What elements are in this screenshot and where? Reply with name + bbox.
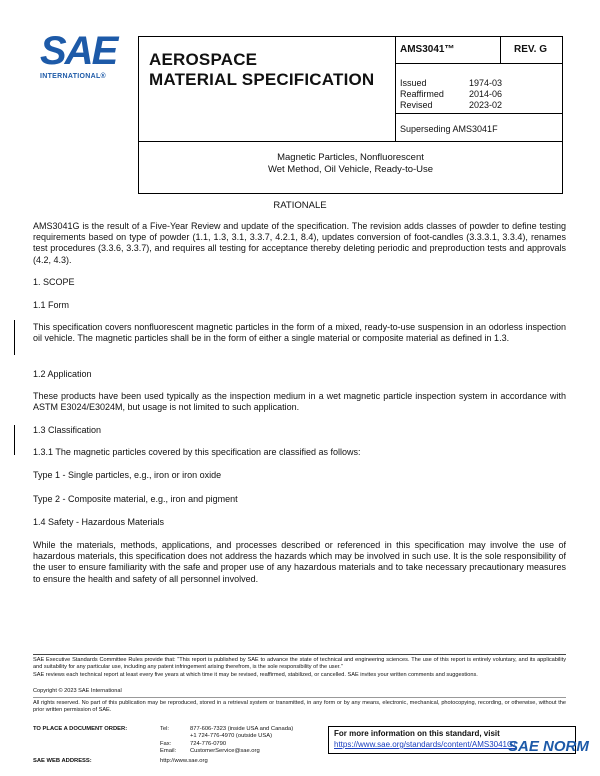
tel-inside: 877-606-7323 (inside USA and Canada) bbox=[190, 726, 294, 732]
header-title-line2: MATERIAL SPECIFICATION bbox=[149, 70, 375, 89]
doc-title-line2: Wet Method, Oil Vehicle, Ready-to-Use bbox=[267, 164, 434, 175]
section-heading-scope: 1. SCOPE bbox=[33, 277, 75, 287]
application-text: These products have been used typically as the inspection medium in a wet magnetic particle inspection system in accordance with ASTM E3024/E3024M, but usage is not limited to such application. bbox=[33, 391, 566, 413]
date-value-issued: 1974-03 bbox=[469, 78, 503, 88]
email-link[interactable]: CustomerService@sae.org bbox=[190, 748, 260, 754]
date-value-reaffirmed: 2014-06 bbox=[469, 89, 503, 99]
section-heading-application: 1.2 Application bbox=[33, 369, 92, 379]
type1-text: Type 1 - Single particles, e.g., iron or iron oxide bbox=[33, 470, 222, 480]
header-divider bbox=[395, 36, 396, 141]
change-bar bbox=[14, 425, 15, 455]
sae-norm-watermark: SAE NORM bbox=[508, 738, 589, 755]
footer-rules: SAE Executive Standards Committee Rules provide that: “This report is published by SAE to advance the state of technical and engineering sciences. The use of this report is entirely voluntary, and its applicability and suitability for any particular use, including any patent infringement arising therefrom, is the sole responsibility of the user.” bbox=[33, 657, 566, 670]
footer-rights: All rights reserved. No part of this publication may be reproduced, stored in a retrieval system or transmitted, in any form or by any means, electronic, mechanical, photocopying, recording, or otherwise, without the prior written permission of SAE. bbox=[33, 700, 566, 713]
date-value-revised: 2023-02 bbox=[469, 100, 503, 110]
header-divider bbox=[500, 36, 501, 63]
footer-review: SAE reviews each technical report at least every five years at which time it may be revised, reaffirmed, stabilized, or cancelled. SAE invites your written comments and suggestions. bbox=[33, 672, 478, 678]
rationale-heading: RATIONALE bbox=[273, 200, 327, 211]
header-title-line1: AEROSPACE bbox=[149, 50, 258, 69]
header-divider bbox=[138, 141, 563, 142]
superseding: Superseding AMS3041F bbox=[400, 124, 498, 134]
section-heading-classification: 1.3 Classification bbox=[33, 425, 102, 435]
more-info-link[interactable]: https://www.sae.org/standards/content/AMS3041G/ bbox=[334, 740, 516, 749]
header-divider bbox=[395, 63, 563, 64]
order-label: TO PLACE A DOCUMENT ORDER: bbox=[33, 726, 128, 732]
sae-logo: SAE bbox=[40, 29, 117, 73]
safety-text: While the materials, methods, applications, and processes described or referenced in this specification may involve the use of hazardous materials, this specification does not address the hazards which may be involved in such use. It is the sole responsibility of the user to ensure familiarity with the safe and proper use of any hazardous materials and to take necessary precautionary measures to ensure the health and safety of all personnel involved. bbox=[33, 540, 566, 584]
fax-number: 724-776-0790 bbox=[190, 741, 227, 747]
web-label: SAE WEB ADDRESS: bbox=[33, 758, 92, 764]
classification-text: 1.3.1 The magnetic particles covered by this specification are classified as follows: bbox=[33, 447, 361, 457]
footer-divider bbox=[33, 697, 566, 698]
date-label-reaffirmed: Reaffirmed bbox=[400, 89, 444, 99]
tel-label: Tel: bbox=[160, 726, 170, 732]
footer-divider bbox=[33, 654, 566, 655]
more-info-text: For more information on this standard, visit bbox=[334, 729, 500, 738]
date-label-revised: Revised bbox=[400, 100, 433, 110]
revision: REV. G bbox=[514, 44, 547, 55]
tel-outside: +1 724-776-4970 (outside USA) bbox=[190, 733, 273, 739]
date-label-issued: Issued bbox=[400, 78, 427, 88]
sae-logo-subtitle: INTERNATIONAL® bbox=[40, 73, 107, 80]
fax-label: Fax: bbox=[160, 741, 172, 747]
web-link[interactable]: http://www.sae.org bbox=[160, 758, 208, 764]
section-heading-safety: 1.4 Safety - Hazardous Materials bbox=[33, 517, 165, 527]
type2-text: Type 2 - Composite material, e.g., iron and pigment bbox=[33, 494, 238, 504]
rationale-text: AMS3041G is the result of a Five-Year Review and update of the specification. The revision adds classes of powder to define testing requirements based on type of powder (1.1, 1.3, 3.1, 3.3.7, 4.2.1, 8.4), updates conversion of foot-candles (3.3.3.1, 3.3.4), renames test procedures (3.3.6, 3.3.7), and requires all testing for acceptance thereby deleting periodic and preproduction tests and approvals (4.2, 4.3). bbox=[33, 221, 566, 265]
doc-title-line1: Magnetic Particles, Nonfluorescent bbox=[277, 152, 424, 163]
header-divider bbox=[395, 113, 563, 114]
doc-number: AMS3041™ bbox=[400, 44, 455, 55]
email-label: Email: bbox=[160, 748, 177, 754]
change-bar bbox=[14, 320, 15, 355]
footer-copyright: Copyright © 2023 SAE International bbox=[33, 688, 122, 694]
section-heading-form: 1.1 Form bbox=[33, 300, 70, 310]
form-text: This specification covers nonfluorescent magnetic particles in the form of a mixed, ready-to-use suspension in an odorless inspection oil vehicle. The magnetic particles shall be in the form of either a single material or composite material as defined in 1.3. bbox=[33, 322, 566, 344]
